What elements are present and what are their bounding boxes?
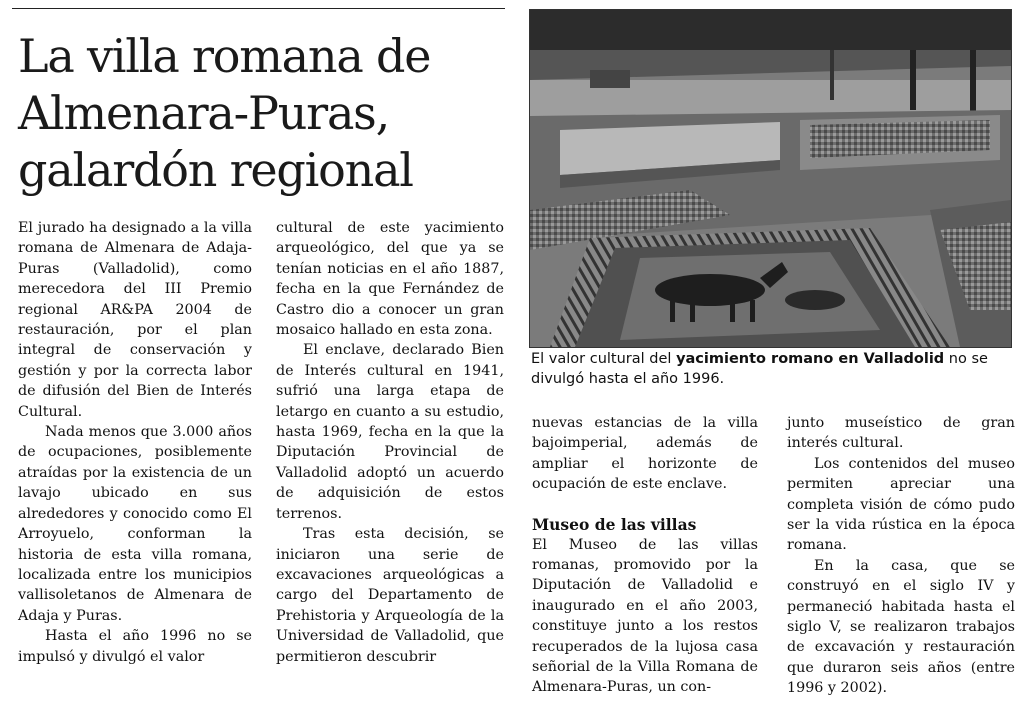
- paragraph: El jurado ha designado a la villa romana de Almenara de Adaja-Puras (Valladolid), como merecedora del III Premio regional AR&PA 2004 de restauración, por el plan integral de conservación y gestión y por la correcta labor de difusión del Bien de Interés Cultural.: [18, 220, 252, 420]
- column-2: [276, 218, 504, 667]
- paragraph: El enclave, declarado Bien de Interés cultural en 1941, sufrió una larga etapa de letargo en cuanto a su estudio, hasta 1969, fecha en la que la Diputación Provincial de Valladolid adoptó un acuerdo de adquisición de estos terrenos.: [276, 342, 504, 522]
- paragraph: Los contenidos del museo permiten apreciar una completa visión de cómo pudo ser la vida rústica en la época romana.: [787, 455, 1015, 554]
- paragraph: Hasta el año 1996 no se impulsó y divulgó el valor: [18, 628, 252, 665]
- photo-caption: [531, 349, 1011, 389]
- paragraph: En la casa, que se construyó en el siglo IV y permaneció habitada hasta el siglo V, se realizaron trabajos de excavación y restauración que duraron seis años (entre 1996 y 2002).: [787, 557, 1015, 697]
- mosaic-photo-icon: [530, 10, 1011, 347]
- column-1: [18, 218, 252, 667]
- caption-bold-text: yacimiento romano en Valladolid: [676, 351, 945, 367]
- paragraph: Nada menos que 3.000 años de ocupaciones, posiblemente atraídas por la existencia de un lavajo ubicado en sus alrededores y conocido como El Arroyuelo, conforman la historia de esta villa romana, localizada entre los municipios vallisoletanos de Almenara de Adaja y Puras.: [18, 424, 252, 624]
- paragraph: nuevas estancias de la villa bajoimperial, además de ampliar el horizonte de ocupación de este enclave.: [532, 415, 758, 493]
- paragraph: junto museístico de gran interés cultural.: [787, 415, 1015, 452]
- top-rule: [12, 8, 505, 9]
- paragraph: Tras esta decisión, se iniciaron una serie de excavaciones arqueológicas a cargo del Departamento de Prehistoria y Arqueología de la Universidad de Valladolid, que permitieron descubrir: [276, 526, 504, 665]
- caption-text: El valor cultural del: [531, 351, 677, 367]
- paragraph: El Museo de las villas romanas, promovido por la Diputación de Valladolid e inaugurado en el año 2003, constituye junto a los restos recuperados de la lujosa casa señorial de la Villa Romana de Almenara-Puras, un con-: [532, 536, 758, 696]
- headline: La villa romana de Almenara-Puras, galardón regional: [18, 29, 431, 197]
- paragraph: cultural de este yacimiento arqueológico, del que ya se tenían noticias en el año 1887, fecha en la que Fernández de Castro dio a conocer un gran mosaico hallado en esta zona.: [276, 220, 504, 339]
- column-4: [787, 413, 1015, 699]
- caption-text: no se divulgó hasta el año 1996.: [531, 351, 988, 387]
- archaeological-site-photo: [529, 9, 1012, 348]
- column-3: [532, 413, 758, 698]
- section-subhead: Museo de las villas: [532, 514, 697, 534]
